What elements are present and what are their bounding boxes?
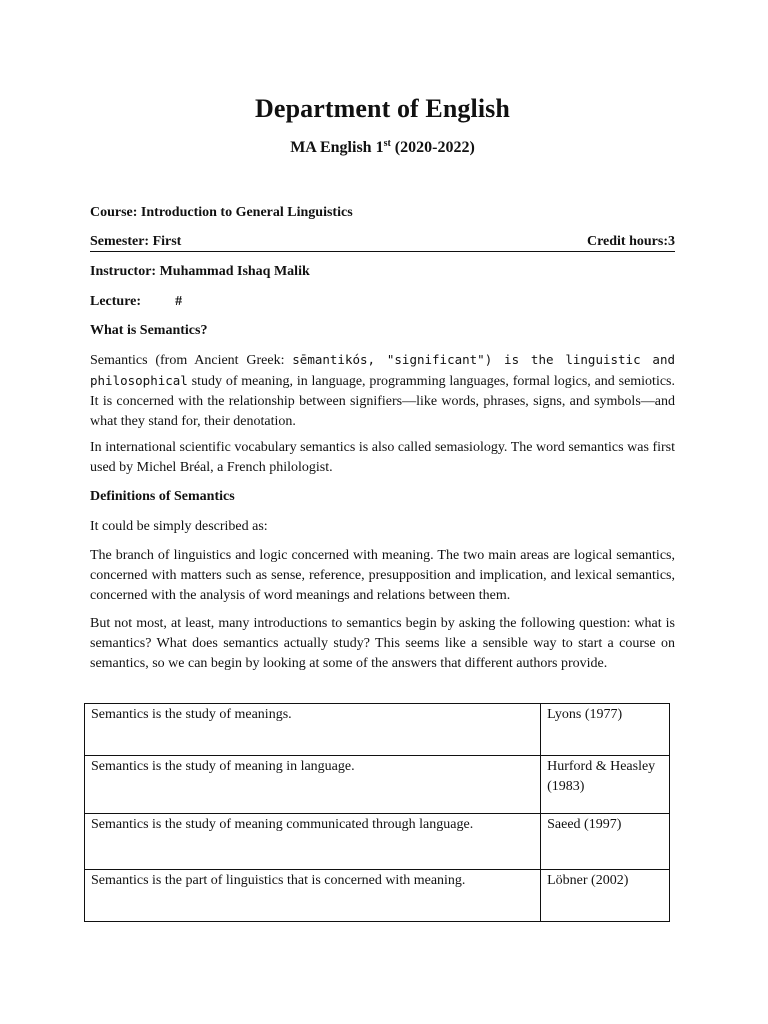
- course-line: Course: Introduction to General Linguistics: [90, 205, 353, 220]
- lecture-label: Lecture:: [90, 294, 142, 309]
- intro-part-c: study of meaning, in language, programming languages, formal logics, and semiotics. It is concerned with the relationship between signifiers—like words, phrases, signs, and symbols—and what they stand for, their denotation.: [90, 374, 675, 429]
- definition-cell: Semantics is the study of meaning in language.: [85, 756, 541, 814]
- lecture-line: [90, 294, 182, 310]
- semester-label: Semester: First: [90, 234, 182, 249]
- table-row: [85, 704, 670, 756]
- intro-part-b: sēmantikós, "significant") is the linguistic and philosophical: [90, 352, 675, 388]
- semester-row: [90, 234, 675, 252]
- author-cell: Hurford & Heasley (1983): [541, 756, 670, 814]
- section-heading-what-is-semantics: What is Semantics?: [90, 323, 208, 338]
- paragraph-simply-described: It could be simply described as:: [90, 519, 268, 534]
- paragraph-semantics-intro: [90, 350, 675, 432]
- table-row: [85, 756, 670, 814]
- section-heading-definitions: Definitions of Semantics: [90, 489, 235, 504]
- author-cell: Saeed (1997): [541, 814, 670, 870]
- subtitle-years: (2020-2022): [390, 139, 475, 156]
- subtitle-program: MA English 1: [290, 139, 384, 156]
- author-cell: Lyons (1977): [541, 704, 670, 756]
- page-subtitle: [90, 139, 675, 157]
- paragraph-introductions: But not most, at least, many introductions to semantics begin by asking the following question: what is semantics? What does semantics actually study? This seems like a sensible way to start a course on semantics, so we can begin by looking at some of the answers that different authors provide.: [90, 616, 675, 671]
- table-row: [85, 814, 670, 870]
- definitions-table: [84, 703, 670, 922]
- paragraph-semasiology: In international scientific vocabulary semantics is also called semasiology. The word semantics was first used by Michel Bréal, a French philologist.: [90, 440, 675, 475]
- author-cell: Löbner (2002): [541, 870, 670, 922]
- page-title: Department of English: [255, 94, 510, 123]
- instructor-line: Instructor: Muhammad Ishaq Malik: [90, 264, 310, 279]
- definition-cell: Semantics is the part of linguistics that is concerned with meaning.: [85, 870, 541, 922]
- intro-part-a: Semantics (from Ancient Greek:: [90, 353, 293, 368]
- subtitle-ordinal: st: [383, 138, 391, 149]
- definition-cell: Semantics is the study of meanings.: [85, 704, 541, 756]
- lecture-number: #: [175, 294, 183, 309]
- definition-cell: Semantics is the study of meaning communicated through language.: [85, 814, 541, 870]
- table-row: [85, 870, 670, 922]
- credit-hours: Credit hours:3: [586, 234, 675, 249]
- paragraph-branch-of-linguistics: The branch of linguistics and logic concerned with meaning. The two main areas are logical semantics, concerned with matters such as sense, reference, presupposition and implication, and lexical semantics, concerned with the analysis of word meanings and relations between them.: [90, 548, 675, 603]
